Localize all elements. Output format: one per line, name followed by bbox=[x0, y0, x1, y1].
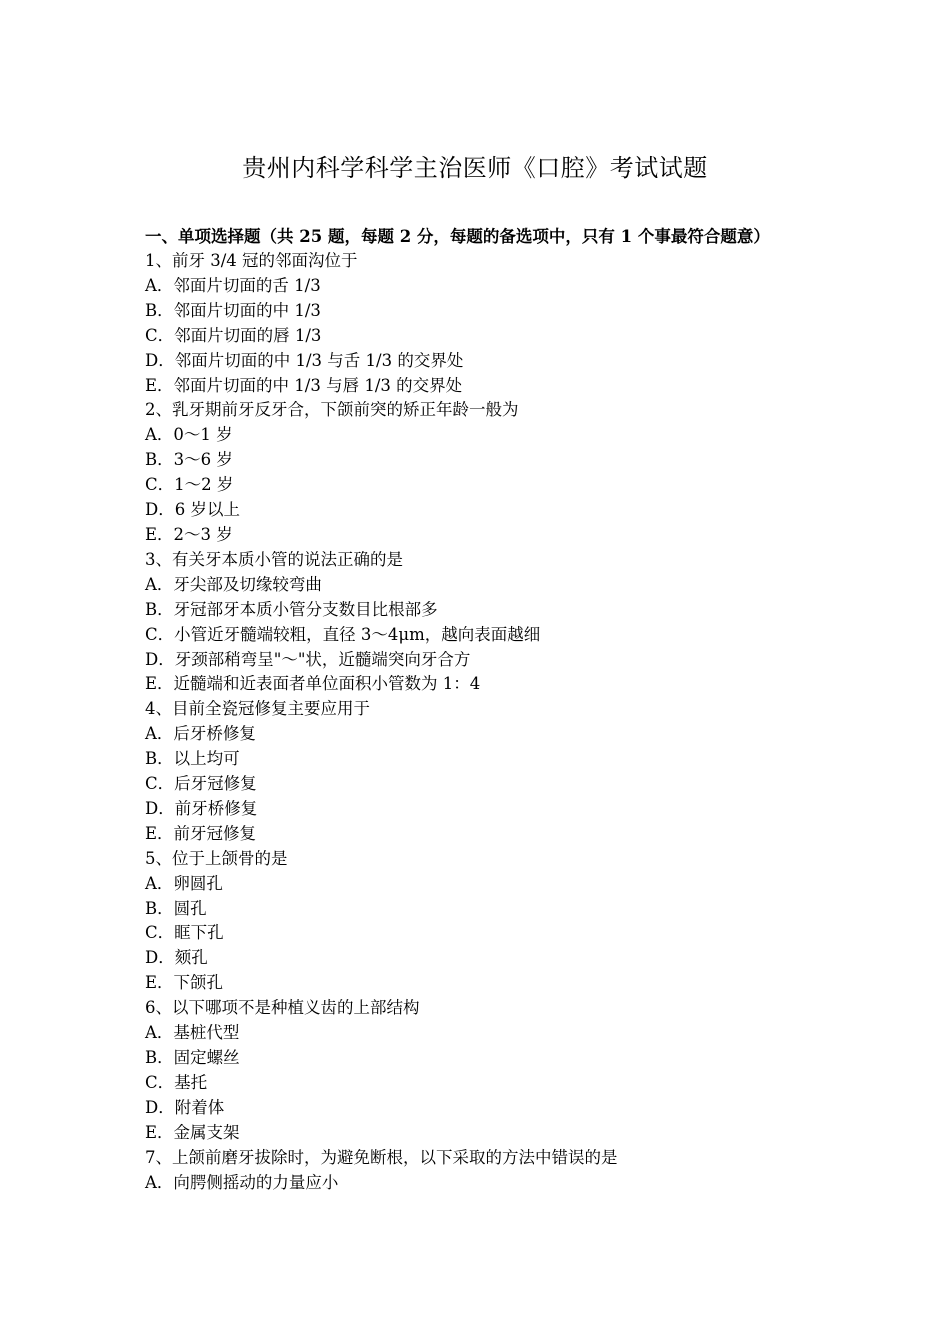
question-6 bbox=[145, 996, 815, 1145]
option-e: E．近髓端和近表面者单位面积小管数为 1：4 bbox=[145, 674, 481, 694]
question-stem: 2、乳牙期前牙反牙合，下颌前突的矫正年龄一般为 bbox=[145, 400, 519, 420]
option-c: C．小管近牙髓端较粗，直径 3～4μm，越向表面越细 bbox=[145, 624, 541, 644]
option-a: A．后牙桥修复 bbox=[145, 724, 256, 744]
option-d: D．附着体 bbox=[145, 1097, 225, 1117]
option-d: D．6 岁以上 bbox=[145, 500, 240, 520]
option-a: A．向腭侧摇动的力量应小 bbox=[145, 1172, 339, 1192]
question-stem: 7、上颌前磨牙拔除时，为避免断根，以下采取的方法中错误的是 bbox=[145, 1147, 618, 1167]
option-e: E．2～3 岁 bbox=[145, 524, 233, 544]
option-d: D．颏孔 bbox=[145, 948, 208, 968]
document-title: 贵州内科学科学主治医师《口腔》考试试题 bbox=[242, 154, 708, 182]
option-e: E．下颌孔 bbox=[145, 973, 224, 993]
option-e: E．前牙冠修复 bbox=[145, 823, 257, 843]
option-c: C．1～2 岁 bbox=[145, 475, 234, 495]
option-c: C．基托 bbox=[145, 1072, 208, 1092]
question-3 bbox=[145, 548, 815, 697]
option-a: A．牙尖部及切缘较弯曲 bbox=[145, 574, 322, 594]
option-c: C．后牙冠修复 bbox=[145, 774, 257, 794]
question-stem: 4、目前全瓷冠修复主要应用于 bbox=[145, 699, 370, 719]
option-e: E．金属支架 bbox=[145, 1122, 240, 1142]
option-b: B．3～6 岁 bbox=[145, 450, 233, 470]
option-d: D．邻面片切面的中 1/3 与舌 1/3 的交界处 bbox=[145, 350, 464, 370]
question-5 bbox=[145, 847, 815, 996]
option-e: E．邻面片切面的中 1/3 与唇 1/3 的交界处 bbox=[145, 375, 463, 395]
option-b: B．邻面片切面的中 1/3 bbox=[145, 300, 321, 320]
option-a: A．0～1 岁 bbox=[145, 425, 233, 445]
section-heading: 一、单项选择题（共 25 题，每题 2 分，每题的备选项中，只有 1 个事最符合题意） bbox=[145, 227, 770, 246]
question-7 bbox=[145, 1146, 815, 1196]
option-b: B．以上均可 bbox=[145, 749, 240, 769]
question-stem: 6、以下哪项不是种植义齿的上部结构 bbox=[145, 998, 420, 1018]
option-a: A．邻面片切面的舌 1/3 bbox=[145, 275, 321, 295]
question-1 bbox=[145, 249, 815, 398]
option-b: B．固定螺丝 bbox=[145, 1048, 240, 1067]
option-b: B．牙冠部牙本质小管分支数目比根部多 bbox=[145, 599, 438, 619]
question-4 bbox=[145, 697, 815, 846]
option-d: D．牙颈部稍弯呈"～"状，近髓端突向牙合方 bbox=[145, 649, 471, 669]
question-stem: 3、有关牙本质小管的说法正确的是 bbox=[145, 549, 403, 569]
option-b: B．圆孔 bbox=[145, 898, 207, 918]
option-c: C．邻面片切面的唇 1/3 bbox=[145, 325, 322, 345]
option-d: D．前牙桥修复 bbox=[145, 798, 258, 818]
question-stem: 1、前牙 3/4 冠的邻面沟位于 bbox=[145, 251, 358, 270]
option-a: A．卵圆孔 bbox=[145, 873, 223, 893]
option-a: A．基桩代型 bbox=[145, 1023, 240, 1043]
question-stem: 5、位于上颌骨的是 bbox=[145, 848, 288, 868]
question-2 bbox=[145, 398, 815, 547]
document-body bbox=[145, 224, 815, 1195]
option-c: C．眶下孔 bbox=[145, 923, 224, 943]
